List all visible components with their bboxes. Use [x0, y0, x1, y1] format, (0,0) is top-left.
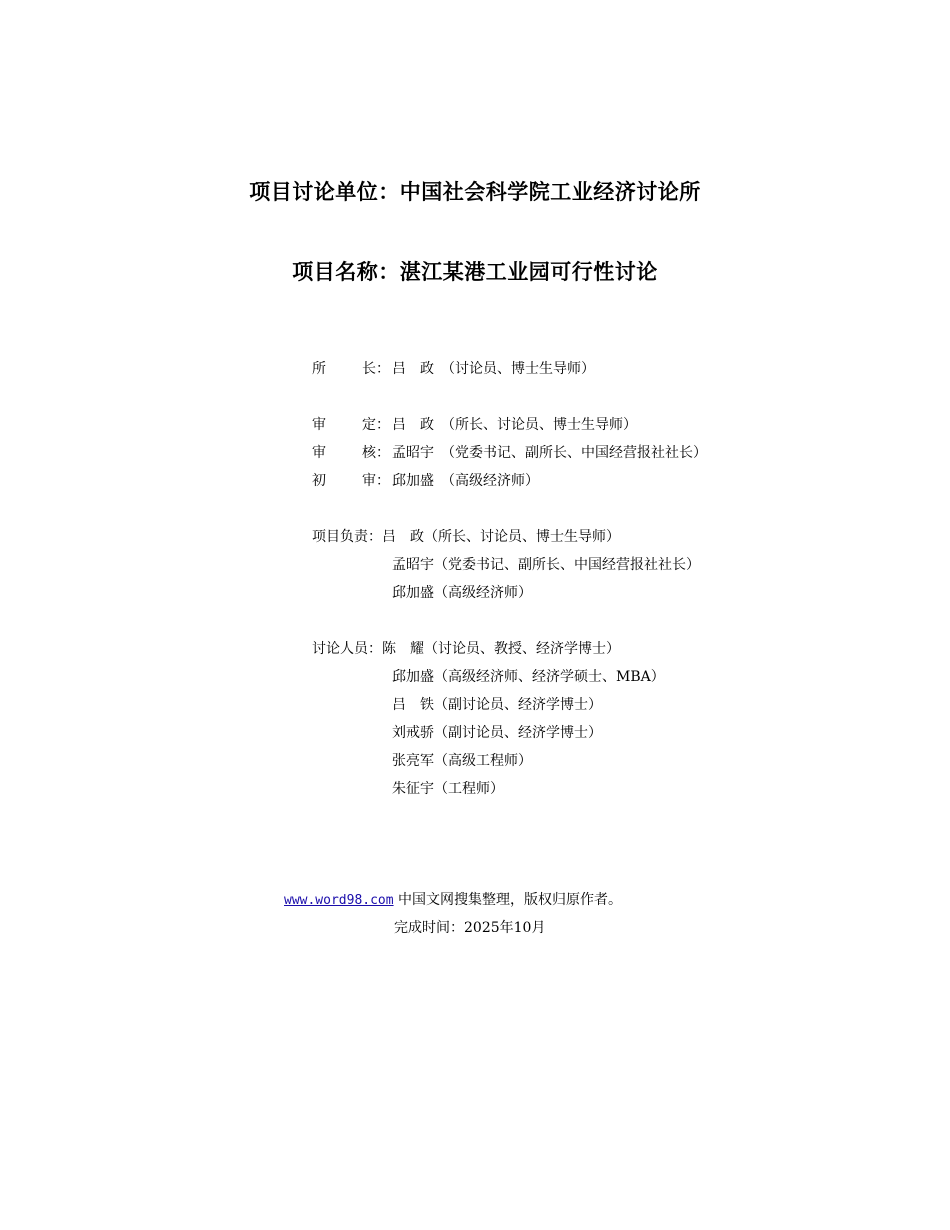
- researchers-row: [312, 778, 504, 800]
- project-lead-colon: ：: [368, 529, 382, 545]
- project-lead-member: 孟昭宇（党委书记、副所长、中国经营报社社长）: [392, 557, 700, 573]
- researchers-label: 讨论人员: [312, 641, 368, 657]
- project-lead-row: [312, 554, 700, 576]
- director-row: [312, 358, 595, 380]
- review-row-audit: [312, 442, 707, 464]
- researchers-row: [312, 666, 665, 688]
- completion-date: 完成时间：2025年10月: [394, 920, 546, 936]
- director-label: 所长: [312, 361, 376, 377]
- review-label: 初审: [312, 473, 376, 489]
- project-lead-row: [312, 582, 532, 604]
- review-colon: ：: [376, 473, 390, 489]
- researchers-colon: ：: [368, 641, 382, 657]
- researchers-row: [312, 638, 620, 660]
- source-note: 中国文网搜集整理，版权归原作者。: [393, 892, 623, 908]
- researcher-member: 刘戒骄（副讨论员、经济学博士）: [392, 725, 602, 741]
- review-row-approve: [312, 414, 637, 436]
- unit-title: 项目讨论单位：中国社会科学院工业经济讨论所: [249, 180, 701, 204]
- review-value: 孟昭宇 （党委书记、副所长、中国经营报社社长）: [392, 445, 707, 461]
- footer-source-line: [284, 890, 622, 911]
- project-name-title: 项目名称：湛江某港工业园可行性讨论: [292, 260, 658, 284]
- project-lead-row: [312, 526, 620, 548]
- researchers-row: [312, 722, 602, 744]
- researcher-member: 邱加盛（高级经济师、经济学硕士、MBA）: [392, 669, 665, 685]
- researcher-member: 陈 耀（讨论员、教授、经济学博士）: [382, 641, 620, 657]
- project-lead-member: 邱加盛（高级经济师）: [392, 585, 532, 601]
- director-colon: ：: [376, 361, 390, 377]
- review-label: 审定: [312, 417, 376, 433]
- project-lead-member: 吕 政（所长、讨论员、博士生导师）: [382, 529, 620, 545]
- review-value: 邱加盛 （高级经济师）: [392, 473, 539, 489]
- review-label: 审核: [312, 445, 376, 461]
- review-value: 吕 政 （所长、讨论员、博士生导师）: [392, 417, 637, 433]
- review-colon: ：: [376, 445, 390, 461]
- review-colon: ：: [376, 417, 390, 433]
- researcher-member: 吕 铁（副讨论员、经济学博士）: [392, 697, 602, 713]
- researchers-row: [312, 750, 532, 772]
- director-value: 吕 政 （讨论员、博士生导师）: [392, 361, 595, 377]
- researcher-member: 朱征宇（工程师）: [392, 781, 504, 797]
- source-link[interactable]: www.word98.com: [284, 893, 394, 908]
- researchers-row: [312, 694, 602, 716]
- review-row-first: [312, 470, 539, 492]
- project-lead-label: 项目负责: [312, 529, 368, 545]
- researcher-member: 张亮军（高级工程师）: [392, 753, 532, 769]
